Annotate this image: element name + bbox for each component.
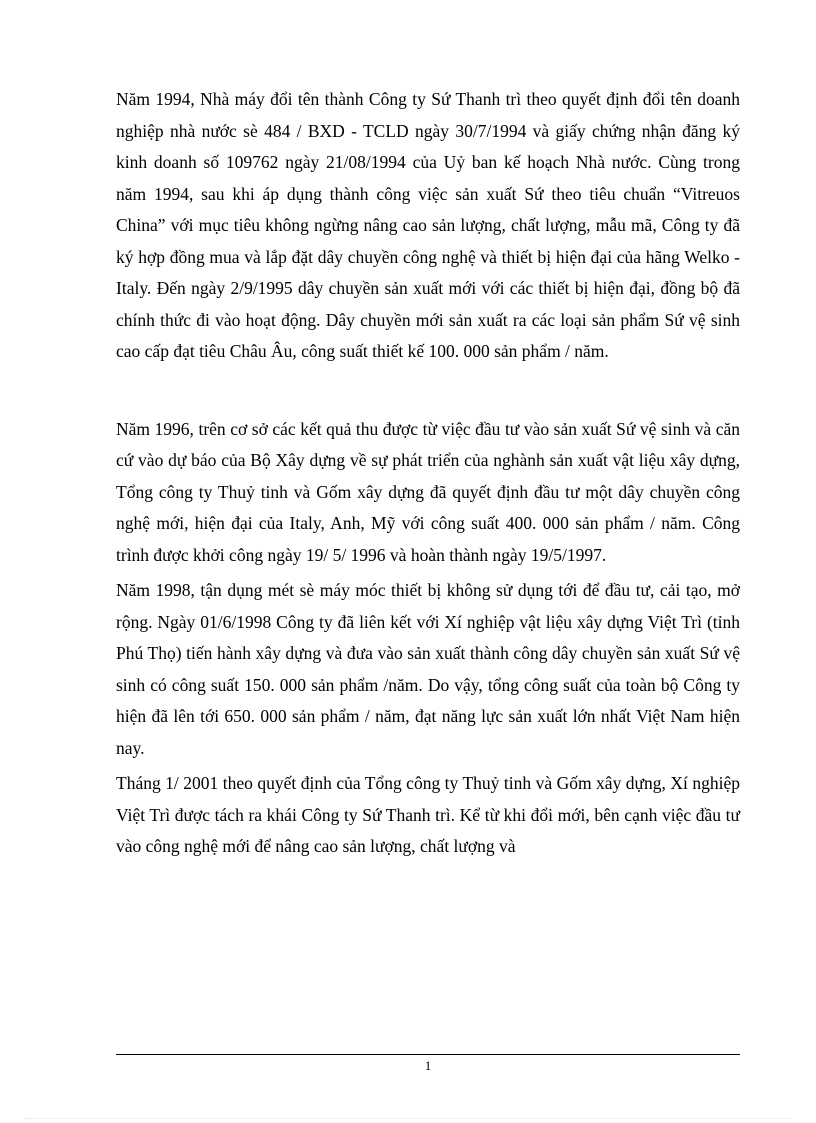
paragraph-1996: Năm 1996, trên cơ sở các kết quả thu được từ việc đầu tư vào sản xuất Sứ vệ sinh và căn cứ vào dự báo của Bộ Xây dựng về sự phát triển của nghành sản xuất vật liệu xây dựng, Tổng công ty Thuỷ tinh và Gốm xây dựng đã quyết định đầu tư một dây chuyền công nghệ mới, hiện đại của Italy, Anh, Mỹ với công suất 400. 000 sản phẩm / năm. Công trình được khởi công ngày 19/ 5/ 1996 và hoàn thành ngày 19/5/1997. xyxy=(116,418,740,565)
paragraph-2001: Tháng 1/ 2001 theo quyết định của Tổng công ty Thuỷ tinh và Gốm xây dựng, Xí nghiệp Việt Trì được tách ra khái Công ty Sứ Thanh trì. Kể từ khi đổi mới, bên cạnh việc đầu tư vào công nghệ mới để nâng cao sản lượng, chất lượng và xyxy=(116,773,740,856)
paragraph-1994: Năm 1994, Nhà máy đổi tên thành Công ty Sứ Thanh trì theo quyết định đổi tên doanh nghiệp nhà nước sè 484 / BXD - TCLD ngày 30/7/1994 và giấy chứng nhận đăng ký kinh doanh số 109762 ngày 21/08/1994 của Uỷ ban kế hoạch Nhà nước. Cùng trong năm 1994, sau khi áp dụng thành công việc sản xuất Sứ theo tiêu chuẩn “Vitreuos China” với mục tiêu không ngừng nâng cao sản lượng, chất lượng, mẫu mã, Công ty đã ký hợp đồng mua và lắp đặt dây chuyền công nghệ và thiết bị hiện đại của hãng Welko - Italy. Đến ngày 2/9/1995 dây chuyền sản xuất mới với các thiết bị hiện đại, đồng bộ đã chính thức đi vào hoạt động. Dây chuyền mới sản xuất ra các loại sản phẩm Sứ vệ sinh cao cấp đạt tiêu Châu Âu, công suất thiết kế 100. 000 sản phẩm / năm. xyxy=(116,89,740,361)
document-body xyxy=(116,84,740,863)
page-number: 1 xyxy=(424,1058,432,1073)
footer-divider xyxy=(116,1054,740,1055)
paragraph-1998: Năm 1998, tận dụng mét sè máy móc thiết bị không sử dụng tới để đầu tư, cải tạo, mở rộng. Ngày 01/6/1998 Công ty đã liên kết với Xí nghiệp vật liệu xây dựng Việt Trì (tỉnh Phú Thọ) tiến hành xây dựng và đưa vào sản xuất thành công dây chuyền sản xuất Sứ vệ sinh có công suất 150. 000 sản phẩm /năm. Do vậy, tổng công suất của toàn bộ Công ty hiện đã lên tới 650. 000 sản phẩm / năm, đạt năng lực sản xuất lớn nhất Việt Nam hiện nay. xyxy=(116,580,740,758)
page-bottom-border xyxy=(24,1118,792,1119)
